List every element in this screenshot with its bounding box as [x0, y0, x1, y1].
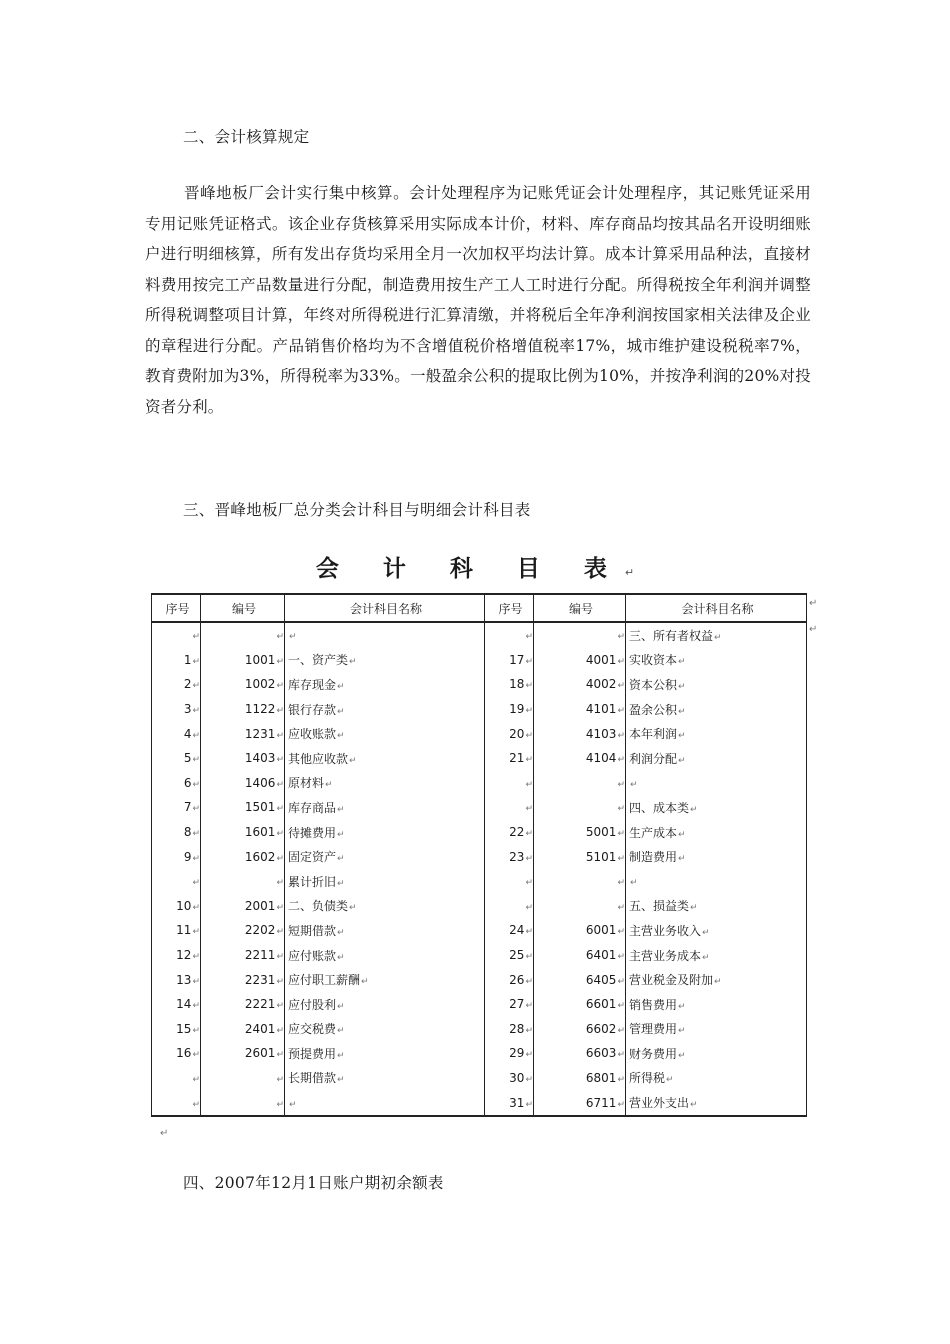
cell-seq-right: 18↵	[485, 672, 534, 697]
cell-text: 6401	[585, 948, 617, 963]
cell-name-right: 四、成本类↵	[626, 795, 807, 820]
cell-code-left: 1001↵	[201, 648, 285, 673]
table-title-text: 会 计 科 目 表	[315, 556, 625, 582]
cell-name-right: 盈余公积↵	[626, 697, 807, 722]
cell-code-right: 6401↵	[534, 943, 626, 968]
cell-text: 2211	[244, 948, 276, 963]
cell-code-left: 1403↵	[201, 746, 285, 771]
cell-text: 制造费用	[629, 850, 678, 865]
cell-text: 短期借款	[288, 923, 337, 938]
cell-code-right: 4002↵	[534, 672, 626, 697]
cell-text: 1406	[244, 775, 276, 790]
header-code-2: 编号	[534, 594, 626, 622]
cell-code-left: 2231↵	[201, 967, 285, 992]
cell-text: 11	[176, 923, 192, 938]
section-heading-account-table: 三、晋峰地板厂总分类会计科目与明细会计科目表	[183, 501, 531, 519]
cell-text: 五、损益类	[629, 899, 690, 914]
cell-name-right: 资本公积↵	[626, 672, 807, 697]
cell-text: 10	[176, 898, 192, 913]
cell-text: 2221	[244, 997, 276, 1012]
cell-text: 9	[183, 849, 192, 864]
table-row	[152, 967, 807, 992]
cell-seq-right: ↵	[485, 869, 534, 894]
cell-code-left: 2601↵	[201, 1041, 285, 1066]
cell-text: 待摊费用	[288, 825, 337, 840]
cell-text: 4002	[585, 677, 617, 692]
cell-text: 23	[509, 849, 525, 864]
cell-seq-left: 7↵	[152, 795, 201, 820]
cell-text: 24	[509, 923, 525, 938]
table-row	[152, 1017, 807, 1042]
cell-seq-left: 15↵	[152, 1017, 201, 1042]
cell-text: 22	[509, 825, 525, 840]
cell-text: 31	[509, 1095, 525, 1110]
cell-text: 生产成本	[629, 825, 678, 840]
cell-name-right: 营业税金及附加↵	[626, 967, 807, 992]
cell-text: 2601	[244, 1046, 276, 1061]
cell-text: 4103	[585, 726, 617, 741]
cell-text: 6801	[585, 1070, 617, 1085]
cell-text: 2001	[244, 898, 276, 913]
cell-text: 1	[183, 652, 192, 667]
table-row	[152, 672, 807, 697]
cell-name-left: 库存现金↵	[285, 672, 485, 697]
table-header-row	[152, 594, 807, 622]
cell-name-left: 二、负债类↵	[285, 894, 485, 919]
table-row	[152, 918, 807, 943]
cell-text: 15	[176, 1021, 192, 1036]
table-row	[152, 894, 807, 919]
cell-seq-right: 28↵	[485, 1017, 534, 1042]
cell-seq-right: 21↵	[485, 746, 534, 771]
header-seq-2: 序号	[485, 594, 534, 622]
cell-text: 14	[176, 997, 192, 1012]
cell-name-left: 一、资产类↵	[285, 648, 485, 673]
cell-text: 1231	[244, 726, 276, 741]
cell-code-right: ↵	[534, 795, 626, 820]
cell-text: 销售费用	[629, 997, 678, 1012]
cell-text: 26	[509, 972, 525, 987]
cell-name-left: 应付账款↵	[285, 943, 485, 968]
cell-seq-left: ↵	[152, 622, 201, 648]
cell-text: 13	[176, 972, 192, 987]
cell-name-right: 所得税↵	[626, 1066, 807, 1091]
cell-code-right: 4103↵	[534, 721, 626, 746]
cell-name-left: 库存商品↵	[285, 795, 485, 820]
cell-seq-left: 4↵	[152, 721, 201, 746]
cell-text: 预提费用	[288, 1046, 337, 1061]
cell-name-right: 利润分配↵	[626, 746, 807, 771]
cell-name-left: 固定资产↵	[285, 844, 485, 869]
cell-text: 6601	[585, 997, 617, 1012]
cell-text: 应付账款	[288, 948, 337, 963]
cell-seq-left: 8↵	[152, 820, 201, 845]
cell-text: 4001	[585, 652, 617, 667]
cell-text: 16	[176, 1046, 192, 1061]
table-row	[152, 622, 807, 648]
table-row	[152, 869, 807, 894]
cell-code-left: ↵	[201, 1066, 285, 1091]
cell-text: 资本公积	[629, 677, 678, 692]
cell-text: 21	[509, 751, 525, 766]
cell-text: 2231	[244, 972, 276, 987]
cell-name-left: 应收账款↵	[285, 721, 485, 746]
cell-text: 2401	[244, 1021, 276, 1036]
cell-code-left: 1501↵	[201, 795, 285, 820]
cell-seq-left: 16↵	[152, 1041, 201, 1066]
table-row	[152, 992, 807, 1017]
cell-text: 长期借款	[288, 1071, 337, 1086]
cell-text: 27	[509, 997, 525, 1012]
cell-text: 5	[183, 751, 192, 766]
cell-seq-left: 11↵	[152, 918, 201, 943]
cell-text: 主营业务成本	[629, 948, 702, 963]
cell-code-right: ↵	[534, 622, 626, 648]
cell-code-right: 5001↵	[534, 820, 626, 845]
cell-code-left: 1002↵	[201, 672, 285, 697]
cell-seq-left: 6↵	[152, 771, 201, 796]
cell-name-right: 三、所有者权益↵	[626, 622, 807, 648]
cell-seq-right: 17↵	[485, 648, 534, 673]
table-title: 会 计 科 目 表↵	[315, 556, 635, 582]
table-row	[152, 648, 807, 673]
cell-text: 4	[183, 726, 192, 741]
cell-code-left: ↵	[201, 1090, 285, 1116]
cell-code-right: 4104↵	[534, 746, 626, 771]
cell-code-left: 2001↵	[201, 894, 285, 919]
cell-name-left: 应付职工薪酬↵	[285, 967, 485, 992]
cell-text: 5001	[585, 825, 617, 840]
cell-text: 30	[509, 1070, 525, 1085]
cell-seq-left: 3↵	[152, 697, 201, 722]
cell-seq-left: 9↵	[152, 844, 201, 869]
section-heading-opening-balances: 四、2007年12月1日账户期初余额表	[183, 1174, 444, 1192]
cell-name-right: 营业外支出↵	[626, 1090, 807, 1116]
header-code-1: 编号	[201, 594, 285, 622]
table-row	[152, 1041, 807, 1066]
cell-text: 盈余公积	[629, 702, 678, 717]
cell-name-right: 主营业务成本↵	[626, 943, 807, 968]
cell-name-left: 累计折旧↵	[285, 869, 485, 894]
cell-text: 应付股利	[288, 997, 337, 1012]
cell-name-left: 应付股利↵	[285, 992, 485, 1017]
cell-text: 2202	[244, 923, 276, 938]
cell-text: 6711	[585, 1095, 617, 1110]
cell-code-right: 6001↵	[534, 918, 626, 943]
cell-text: 应收账款	[288, 727, 337, 742]
cell-text: 本年利润	[629, 727, 678, 742]
cell-seq-right: 20↵	[485, 721, 534, 746]
cell-seq-left: 2↵	[152, 672, 201, 697]
table-row	[152, 771, 807, 796]
cell-text: 6	[183, 775, 192, 790]
header-seq-1: 序号	[152, 594, 201, 622]
cell-text: 1501	[244, 800, 276, 815]
cell-seq-left: 5↵	[152, 746, 201, 771]
cell-code-right: ↵	[534, 869, 626, 894]
cell-seq-left: 13↵	[152, 967, 201, 992]
cell-seq-right: 27↵	[485, 992, 534, 1017]
table-row	[152, 1090, 807, 1116]
cell-code-right: 4001↵	[534, 648, 626, 673]
cell-text: 营业外支出	[629, 1096, 690, 1111]
cell-text: 7	[183, 800, 192, 815]
cell-name-left: 其他应收款↵	[285, 746, 485, 771]
cell-name-right: 主营业务收入↵	[626, 918, 807, 943]
cell-text: 6405	[585, 972, 617, 987]
cell-code-right: 6801↵	[534, 1066, 626, 1091]
cell-seq-right: 30↵	[485, 1066, 534, 1091]
section-heading-accounting-rules: 二、会计核算规定	[183, 128, 310, 146]
cell-name-left: ↵	[285, 1090, 485, 1116]
cell-code-left: 1406↵	[201, 771, 285, 796]
cell-text: 4101	[585, 702, 617, 717]
cell-name-left: 银行存款↵	[285, 697, 485, 722]
table-row	[152, 844, 807, 869]
cell-code-right: ↵	[534, 771, 626, 796]
table-row	[152, 746, 807, 771]
cell-text: 应交税费	[288, 1022, 337, 1037]
cell-code-left: 1122↵	[201, 697, 285, 722]
cell-text: 四、成本类	[629, 800, 690, 815]
cell-text: 累计折旧	[288, 874, 337, 889]
cell-name-left: 待摊费用↵	[285, 820, 485, 845]
table-row	[152, 820, 807, 845]
cell-name-right: 销售费用↵	[626, 992, 807, 1017]
paragraph-mark: ↵	[160, 1128, 169, 1139]
cell-seq-right: ↵	[485, 771, 534, 796]
cell-code-left: 2401↵	[201, 1017, 285, 1042]
cell-text: 应付职工薪酬	[288, 973, 361, 988]
cell-text: 所得税	[629, 1071, 666, 1086]
table-row	[152, 721, 807, 746]
cell-code-left: 2211↵	[201, 943, 285, 968]
cell-text: 5101	[585, 849, 617, 864]
cell-seq-right: ↵	[485, 795, 534, 820]
cell-text: 2	[183, 677, 192, 692]
cell-name-right: ↵	[626, 869, 807, 894]
cell-code-right: 6603↵	[534, 1041, 626, 1066]
cell-text: 实收资本	[629, 653, 678, 668]
cell-text: 库存商品	[288, 800, 337, 815]
cell-name-left: ↵	[285, 622, 485, 648]
cell-text: 库存现金	[288, 677, 337, 692]
table-row	[152, 943, 807, 968]
cell-seq-right: 29↵	[485, 1041, 534, 1066]
cell-name-left: 原材料↵	[285, 771, 485, 796]
cell-code-right: 6602↵	[534, 1017, 626, 1042]
cell-text: 8	[183, 825, 192, 840]
cell-seq-right: 22↵	[485, 820, 534, 845]
cell-seq-left: 10↵	[152, 894, 201, 919]
cell-text: 4104	[585, 751, 617, 766]
cell-code-left: 1601↵	[201, 820, 285, 845]
cell-text: 三、所有者权益	[629, 628, 714, 643]
cell-text: 28	[509, 1021, 525, 1036]
cell-seq-left: ↵	[152, 1090, 201, 1116]
cell-text: 18	[509, 677, 525, 692]
cell-text: 二、负债类	[288, 899, 349, 914]
cell-name-left: 应交税费↵	[285, 1017, 485, 1042]
cell-code-right: 6405↵	[534, 967, 626, 992]
cell-text: 1601	[244, 825, 276, 840]
cell-text: 1002	[244, 677, 276, 692]
cell-name-right: 制造费用↵	[626, 844, 807, 869]
cell-seq-right: 19↵	[485, 697, 534, 722]
cell-seq-right: 23↵	[485, 844, 534, 869]
cell-text: 营业税金及附加	[629, 973, 714, 988]
cell-code-left: 2202↵	[201, 918, 285, 943]
cell-text: 利润分配	[629, 751, 678, 766]
cell-text: 6001	[585, 923, 617, 938]
cell-seq-left: ↵	[152, 869, 201, 894]
cell-text: 29	[509, 1046, 525, 1061]
cell-text: 17	[509, 652, 525, 667]
cell-name-right: ↵	[626, 771, 807, 796]
row-end-mark: ↵	[809, 598, 818, 609]
cell-name-left: 短期借款↵	[285, 918, 485, 943]
cell-seq-left: ↵	[152, 1066, 201, 1091]
cell-text: 主营业务收入	[629, 923, 702, 938]
cell-text: 财务费用	[629, 1046, 678, 1061]
cell-name-right: 管理费用↵	[626, 1017, 807, 1042]
cell-seq-right: 26↵	[485, 967, 534, 992]
cell-seq-right: ↵	[485, 894, 534, 919]
cell-text: 1602	[244, 849, 276, 864]
table-row	[152, 795, 807, 820]
cell-seq-right: 25↵	[485, 943, 534, 968]
cell-code-left: ↵	[201, 869, 285, 894]
cell-name-left: 长期借款↵	[285, 1066, 485, 1091]
table-row	[152, 1066, 807, 1091]
cell-text: 6602	[585, 1021, 617, 1036]
cell-text: 25	[509, 948, 525, 963]
cell-text: 3	[183, 702, 192, 717]
cell-code-right: 4101↵	[534, 697, 626, 722]
cell-code-right: 6601↵	[534, 992, 626, 1017]
cell-text: 19	[509, 702, 525, 717]
cell-code-left: 1602↵	[201, 844, 285, 869]
header-name-1: 会计科目名称	[285, 594, 485, 622]
cell-text: 一、资产类	[288, 653, 349, 668]
cell-seq-left: 12↵	[152, 943, 201, 968]
cell-text: 其他应收款	[288, 751, 349, 766]
table-row	[152, 697, 807, 722]
cell-name-left: 预提费用↵	[285, 1041, 485, 1066]
cell-code-right: 5101↵	[534, 844, 626, 869]
cell-text: 20	[509, 726, 525, 741]
cell-text: 银行存款	[288, 702, 337, 717]
cell-name-right: 生产成本↵	[626, 820, 807, 845]
cell-text: 12	[176, 948, 192, 963]
cell-seq-right: 24↵	[485, 918, 534, 943]
cell-code-left: 1231↵	[201, 721, 285, 746]
cell-text: 6603	[585, 1046, 617, 1061]
cell-text: 原材料	[288, 776, 325, 791]
cell-code-left: ↵	[201, 622, 285, 648]
cell-text: 管理费用	[629, 1022, 678, 1037]
cell-text: 1403	[244, 751, 276, 766]
table-body	[152, 622, 807, 1116]
cell-code-right: 6711↵	[534, 1090, 626, 1116]
cell-name-right: 五、损益类↵	[626, 894, 807, 919]
cell-seq-right: ↵	[485, 622, 534, 648]
row-end-mark: ↵	[809, 624, 818, 635]
cell-text: 固定资产	[288, 850, 337, 865]
cell-name-right: 实收资本↵	[626, 648, 807, 673]
cell-name-right: 本年利润↵	[626, 721, 807, 746]
cell-code-right: ↵	[534, 894, 626, 919]
cell-text: 1122	[244, 702, 276, 717]
cell-seq-right: 31↵	[485, 1090, 534, 1116]
accounts-table	[151, 593, 807, 1117]
cell-text: 1001	[244, 652, 276, 667]
accounting-rules-paragraph: 晋峰地板厂会计实行集中核算。会计处理程序为记账凭证会计处理程序，其记账凭证采用专用记账凭证格式。该企业存货核算采用实际成本计价，材料、库存商品均按其品名开设明细账户进行明细核算，所有发出存货均采用全月一次加权平均法计算。成本计算采用品种法，直接材料费用按完工产品数量进行分配，制造费用按生产工人工时进行分配。所得税按全年利润并调整所得税调整项目计算，年终对所得税进行汇算清缴，并将税后全年净利润按国家相关法律及企业的章程进行分配。产品销售价格均为不含增值税价格增值税率17%，城市维护建设税税率7%，教育费附加为3%，所得税率为33%。一般盈余公积的提取比例为10%，并按净利润的20%对投资者分利。	[145, 184, 811, 416]
cell-seq-left: 1↵	[152, 648, 201, 673]
header-name-2: 会计科目名称	[626, 594, 807, 622]
cell-code-left: 2221↵	[201, 992, 285, 1017]
cell-name-right: 财务费用↵	[626, 1041, 807, 1066]
cell-seq-left: 14↵	[152, 992, 201, 1017]
